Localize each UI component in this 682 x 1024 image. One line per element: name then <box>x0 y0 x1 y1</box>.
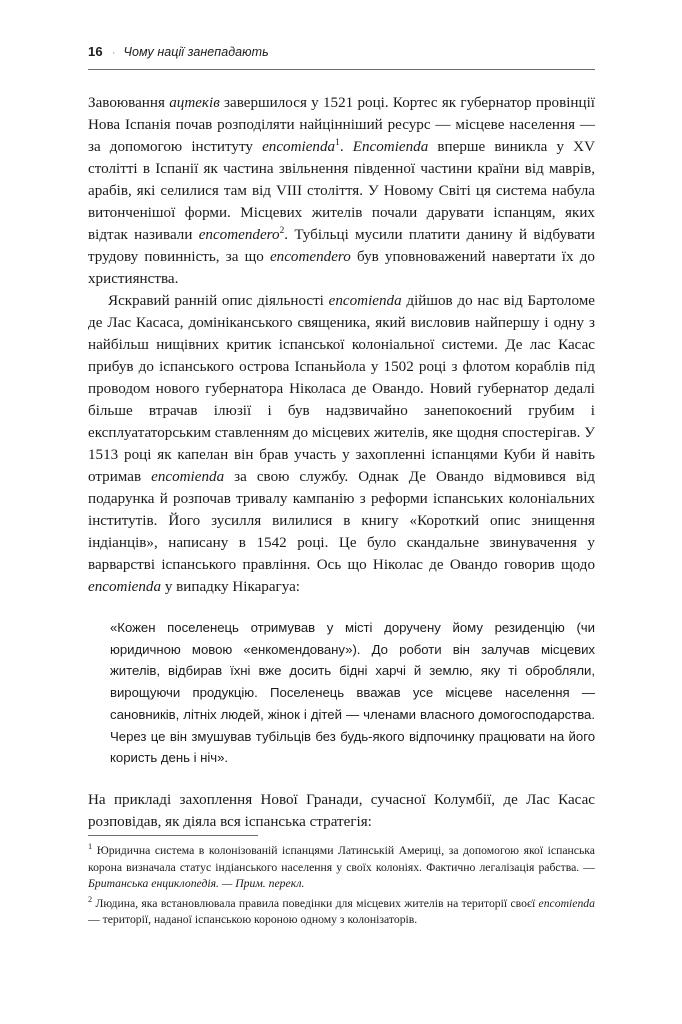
body-paragraph-3: На прикладі захоплення Нової Гранади, сучасної Колумбії, де Лас Касас розповідав, як діяла вся іспанська стратегія: <box>88 791 595 830</box>
body-paragraph-1 <box>88 92 595 290</box>
running-head-separator: · <box>111 47 116 59</box>
par2-italic-encomienda-1: encomienda <box>328 293 402 309</box>
footnote-1-text: Юридична система в колонізованій іспанцями Латинській Америці, за допомогою якої іспанська корона визначала статус індіанського населення у своїх колоніях. Фактично легалізація рабства. — <box>88 844 595 874</box>
par1-italic-encomendero-2: encomendero <box>269 249 351 265</box>
par1-seg1: Завоювання <box>88 95 170 111</box>
footnote-1-marker: 1 <box>88 842 93 852</box>
par1-seg2: завершилося у 1521 році. Кортес як губернатор провінції Нова Іспанія почав розподіляти найцінніший ресурс — місцеве населення — за допомогою інституту <box>88 95 595 155</box>
par1-seg4: вперше виникла у XV столітті в Іспанії як частина звільнення південної частини країни від маврів, арабів, які селилися там від VIII століття. У Новому Світі ця система набула витонченішої форми. Місцевих жителів почали дарувати іспанцям, яких відтак називали <box>88 139 595 243</box>
page-content <box>88 44 595 833</box>
par2-seg4: у випадку Нікарагуа: <box>161 579 301 595</box>
par2-italic-encomienda-2: encomienda <box>151 469 225 485</box>
footnotes-area <box>88 835 595 932</box>
body-paragraph-2 <box>88 290 595 598</box>
footnote-1 <box>88 843 595 893</box>
par2-italic-encomienda-3: encomienda <box>88 579 162 595</box>
par1-seg3: . <box>339 139 353 155</box>
footnote-2-marker: 2 <box>88 894 93 904</box>
page-number: 16 <box>88 44 103 59</box>
par1-italic-encomendero-1: encomendero <box>198 227 280 243</box>
footnote-1-source: Британська енциклопедія. — Прим. перекл. <box>88 877 305 891</box>
par1-italic-aztecs: ацтеків <box>169 95 220 111</box>
par2-seg3: за свою службу. Однак Де Овандо відмовився від подарунка й розпочав тривалу кампанію з реформи іспанських колоніальних інститутів. Його зусилля вилилися в книгу «Короткий опис знищення індіанців», написану в 1542 році. Це було скандальне звинувачення у варварстві іспанського правління. Ось що Ніколас де Овандо говорив щодо <box>88 469 595 573</box>
blockquote-las-casas: «Кожен поселенець отримував у місті доручену йому резиденцію (чи юридичною мовою «енкомендовану»). До роботи він залучав місцевих жителів, відбирав їхні вже досить бідні харчі й землю, яку ті обробляли, вирощуючи продукцію. Поселенець вважав усе місцеве населення — сановників, літніх людей, жінок і дітей — членами власного домогосподарства. Через це він змушував тубільців без будь-якого відпочинку працювати на його користь день і ніч». <box>110 620 595 766</box>
running-head-title: Чому нації занепадають <box>123 45 269 59</box>
footnote-2-italic-encomienda: encomienda <box>538 896 595 910</box>
footnote-2 <box>88 896 595 929</box>
par1-italic-encomienda-2: Encomienda <box>352 139 429 155</box>
header-rule <box>88 69 595 70</box>
footnote-2-text-1: Людина, яка встановлювала правила поведінки для місцевих жителів на території своєї <box>92 896 539 910</box>
par1-seg6: був уповноважений навертати їх до християнства. <box>88 249 595 287</box>
par2-seg2: дійшов до нас від Бартоломе де Лас Касаса, домініканського священика, який висловив найпершу і одну з найбільш нищівних критик іспанської колоніальної системи. Де лас Касас прибув до іспанського острова Іспаньйола у 1502 році з флотом кораблів під проводом нового губернатора Ніколаса де Овандо. Новий губернатор дедалі більше втрачав ілюзії і був надзвичайно занепокоєний грубим і експлуататорським ставленням до місцевих жителів, яке щодня спостерігав. У 1513 році як капелан він брав участь у захопленні іспанцями Куби й навіть отримав <box>88 293 595 485</box>
footnote-2-text-2: — території, наданої іспанською короною одному з колонізаторів. <box>88 913 418 927</box>
footnote-marker-2[interactable]: 2 <box>279 225 285 236</box>
par2-seg1: Яскравий ранній опис діяльності <box>108 293 329 309</box>
par1-italic-encomienda-1: encomienda <box>262 139 336 155</box>
footnote-marker-1[interactable]: 1 <box>335 137 340 148</box>
running-head <box>88 44 595 69</box>
footnote-separator-rule <box>88 835 258 836</box>
par1-seg5: . Тубільці мусили платити данину й відбувати трудову повинність, за що <box>88 227 595 265</box>
